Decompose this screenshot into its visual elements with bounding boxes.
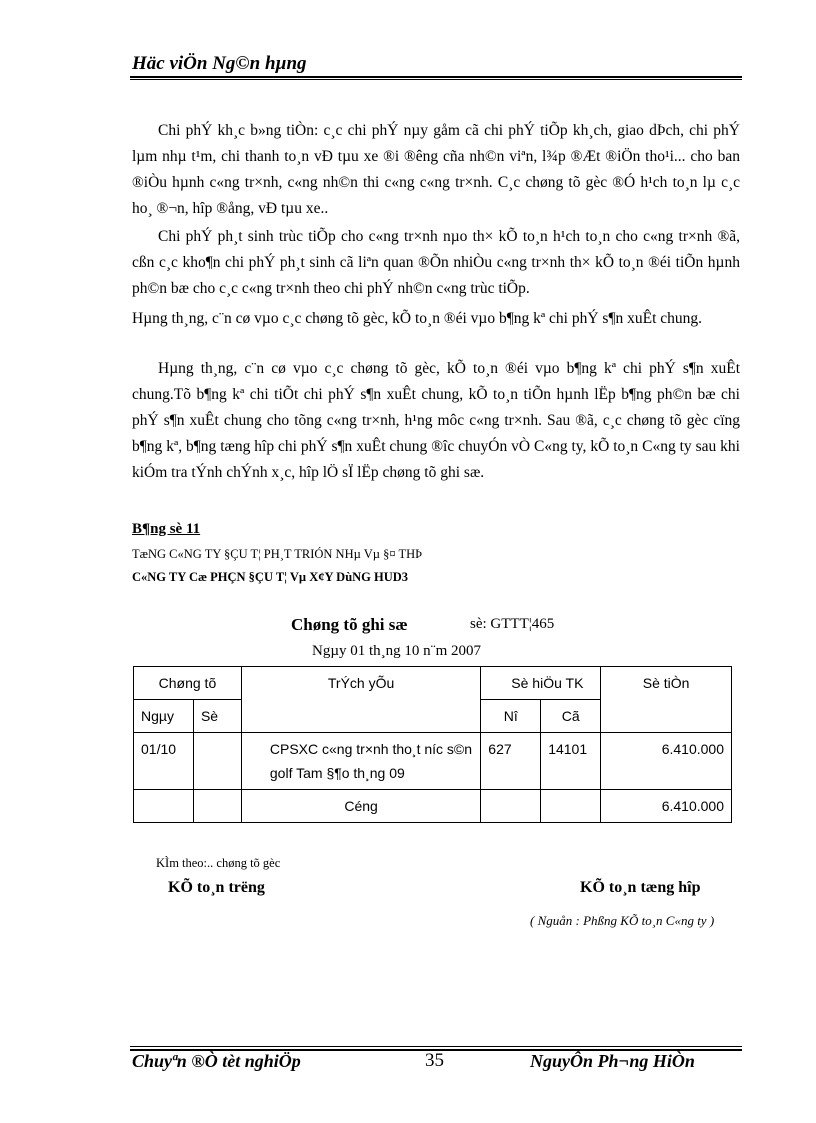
header-date: Ngµy: [134, 700, 194, 733]
row-summary: CPSXC c«ng tr×nh tho¸t níc s©n golf Tam §¶o th¸ng 09: [241, 733, 480, 790]
chief-accountant-signature: KÕ to¸n trëng: [168, 879, 265, 896]
paragraph-monthly-1: Hµng th¸ng, c¨n cø vµo c¸c chøng tõ gèc, kÕ to¸n ®éi vµo b¶ng kª chi phÝ s¶n xuÊt chung.: [132, 310, 703, 327]
total-row: [134, 790, 732, 823]
voucher-title: Chøng tõ ghi sæ: [291, 615, 408, 634]
table-row: [134, 733, 732, 790]
page-number: 35: [425, 1050, 444, 1071]
table-header-row: [134, 667, 732, 700]
source-note: ( Nguån : Phßng KÕ to¸n C«ng ty ): [530, 913, 715, 928]
general-accountant-signature: KÕ to¸n tæng hîp: [580, 879, 701, 896]
footer-left: Chuyªn ®Ò tèt nghiÖp: [132, 1051, 301, 1071]
header-rule-thin: [130, 79, 742, 80]
header-rule: [130, 76, 742, 78]
header-summary: TrÝch yÕu: [241, 667, 480, 733]
paragraph-direct-costs: Chi phÝ ph¸t sinh trùc tiÕp cho c«ng tr×nh nµo th× kÕ to¸n h¹ch to¸n cho c«ng tr×nh ®ã, cßn c¸c kho¶n chi phÝ ph¸t sinh cã liªn quan ®Õn nhiÒu c«ng tr×nh th× kÕ to¸n ®éi tiÕn hµnh ph©n bæ cho c¸c c«ng tr×nh theo chi phÝ nh©n c«ng trùc tiÕp.: [132, 228, 740, 297]
total-amount: 6.410.000: [601, 790, 732, 823]
parent-organization: TæNG C«NG TY §ÇU T¦ PH¸T TRIÓN NHµ Vµ §¤ THÞ: [132, 547, 423, 561]
total-label: Céng: [241, 790, 480, 823]
table-caption: B¶ng sè 11: [132, 521, 201, 537]
header-title: Häc viÖn Ng©n hµng: [132, 53, 307, 74]
header-voucher: Chøng tõ: [134, 667, 242, 700]
row-number: [193, 733, 241, 790]
footer-author: NguyÔn Ph¬ng HiÒn: [530, 1051, 695, 1071]
company-name: C«NG TY Cæ PHÇN §ÇU T¦ Vµ X¢Y DùNG HUD3: [132, 570, 409, 584]
row-date: 01/10: [134, 733, 194, 790]
paragraph-monthly-2: Hµng th¸ng, c¨n cø vµo c¸c chøng tõ gèc, kÕ to¸n ®éi vµo b¶ng kª chi phÝ s¶n xuÊt chung.Tõ b¶ng kª chi tiÕt chi phÝ s¶n xuÊt chung, kÕ to¸n tiÕn hµnh lËp b¶ng ph©n bæ chi phÝ s¶n xuÊt chung cho tõng c«ng tr×nh, h¹ng môc c«ng tr×nh. Sau ®ã, c¸c chøng tõ gèc cïng b¶ng kª, b¶ng tæng hîp chi phÝ s¶n xuÊt chung ®îc chuyÓn vÒ C«ng ty, kÕ to¸n C«ng ty sau khi kiÓm tra tÝnh chÝnh x¸c, hîp lÖ sÏ lËp chøng tõ ghi sæ.: [132, 360, 740, 481]
header-credit: Cã: [541, 700, 601, 733]
row-debit: 627: [481, 733, 541, 790]
header-number: Sè: [193, 700, 241, 733]
header-amount: Sè tiÒn: [601, 667, 732, 733]
attachment-note: KÌm theo:.. chøng tõ gèc: [156, 856, 281, 870]
voucher-table: [133, 666, 732, 823]
voucher-number: sè: GTTT¦465: [470, 616, 555, 632]
row-credit: 14101: [541, 733, 601, 790]
paragraph-other-costs: Chi phÝ kh¸c b»ng tiÒn: c¸c chi phÝ nµy gåm cã chi phÝ tiÕp kh¸ch, giao dÞch, chi phÝ lµm nhµ t¹m, chi thanh to¸n vÐ tµu xe ®i ®êng cña nh©n viªn, l¾p ®Æt ®iÖn tho¹i... cho ban ®iÒu hµnh c«ng tr×nh, c«ng nh©n thi c«ng c«ng tr×nh. C¸c chøng tõ gèc ®Ó h¹ch to¸n lµ c¸c ho¸ ®¬n, hîp ®ång, vÐ tµu xe..: [132, 122, 740, 217]
row-amount: 6.410.000: [601, 733, 732, 790]
header-debit: Nî: [481, 700, 541, 733]
header-account: Sè hiÖu TK: [481, 667, 601, 700]
voucher-date: Ngµy 01 th¸ng 10 n¨m 2007: [312, 643, 482, 659]
footer-rule-thin: [130, 1046, 742, 1047]
